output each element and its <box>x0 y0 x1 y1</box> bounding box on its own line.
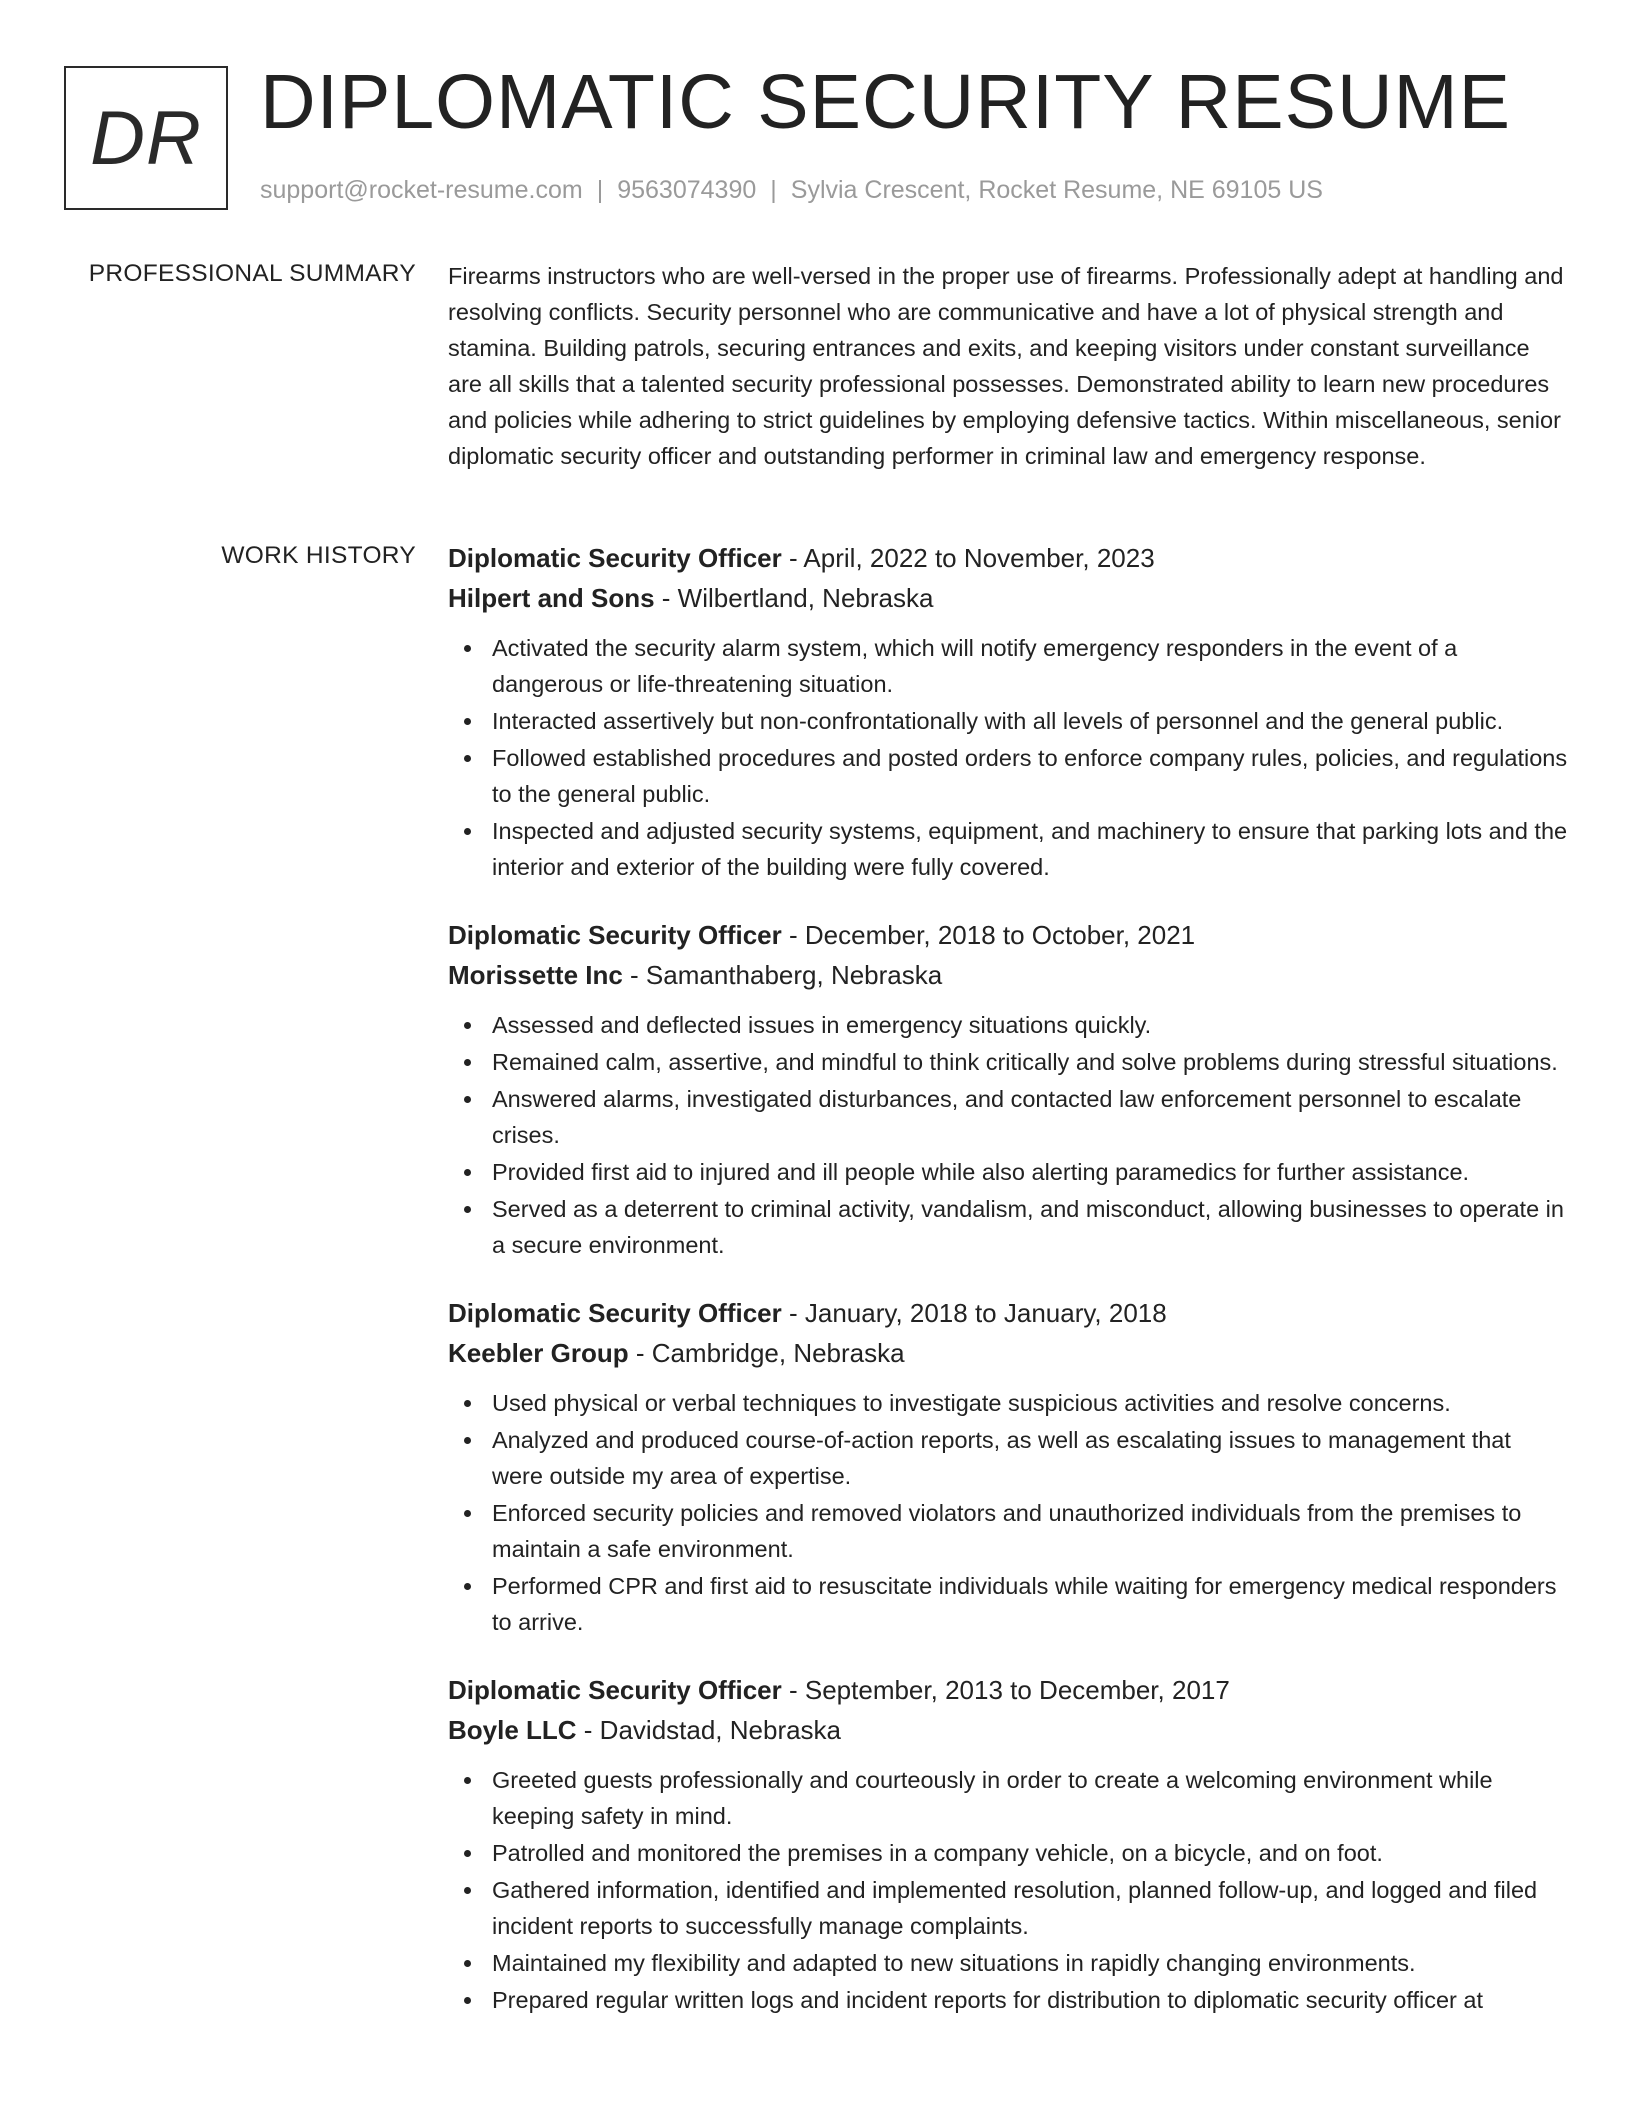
job-bullet: Gathered information, identified and implemented resolution, planned follow-up, and logged and filed incident reports to successfully manage complaints. <box>448 1872 1568 1944</box>
job-bullet: Interacted assertively but non-confrontationally with all levels of personnel and the general public. <box>448 703 1568 739</box>
contact-email[interactable]: support@rocket-resume.com <box>260 176 583 204</box>
job-bullet: Maintained my flexibility and adapted to new situations in rapidly changing environments. <box>448 1945 1568 1981</box>
job-bullet: Inspected and adjusted security systems, equipment, and machinery to ensure that parking lots and the interior and exterior of the building were fully covered. <box>448 813 1568 885</box>
job-location: - Samanthaberg, Nebraska <box>622 960 943 990</box>
contact-phone[interactable]: 9563074390 <box>617 176 757 204</box>
job-title-line <box>448 1670 1568 1710</box>
job-dates: - September, 2013 to December, 2017 <box>781 1675 1230 1705</box>
job-bullet: Used physical or verbal techniques to investigate suspicious activities and resolve concerns. <box>448 1385 1568 1421</box>
job-bullet: Greeted guests professionally and courteously in order to create a welcoming environment while keeping safety in mind. <box>448 1762 1568 1834</box>
contact-separator: | <box>770 176 777 204</box>
job-bullet: Enforced security policies and removed violators and unauthorized individuals from the premises to maintain a safe environment. <box>448 1495 1568 1567</box>
job-bullet: Assessed and deflected issues in emergency situations quickly. <box>448 1007 1568 1043</box>
summary-label: PROFESSIONAL SUMMARY <box>88 260 416 287</box>
job-entry <box>448 1293 1568 1640</box>
job-entry <box>448 1670 1568 2018</box>
job-bullet: Provided first aid to injured and ill people while also alerting paramedics for further assistance. <box>448 1154 1568 1190</box>
job-location: - Wilbertland, Nebraska <box>654 583 934 613</box>
job-dates: - April, 2022 to November, 2023 <box>781 543 1155 573</box>
job-title: Diplomatic Security Officer <box>448 920 782 950</box>
job-company: Boyle LLC <box>448 1715 577 1745</box>
job-company-line <box>448 578 1568 618</box>
resume-title: DIPLOMATIC SECURITY RESUME <box>260 59 1512 145</box>
job-company: Hilpert and Sons <box>448 583 655 613</box>
job-company: Morissette Inc <box>448 960 623 990</box>
contact-line <box>260 176 1323 205</box>
contact-address: Sylvia Crescent, Rocket Resume, NE 69105 US <box>790 176 1323 204</box>
job-location: - Cambridge, Nebraska <box>628 1338 905 1368</box>
work-history-label: WORK HISTORY <box>221 542 416 569</box>
job-title-line <box>448 1293 1568 1333</box>
job-bullet: Followed established procedures and posted orders to enforce company rules, policies, and regulations to the general public. <box>448 740 1568 812</box>
contact-separator: | <box>596 176 604 204</box>
job-bullet: Analyzed and produced course-of-action reports, as well as escalating issues to management that were outside my area of expertise. <box>448 1422 1568 1494</box>
job-title-line <box>448 915 1568 955</box>
job-location: - Davidstad, Nebraska <box>576 1715 842 1745</box>
job-company: Keebler Group <box>448 1338 629 1368</box>
summary-text: Firearms instructors who are well-versed in the proper use of firearms. Professionally adept at handling and resolving conflicts. Security personnel who are communicative and have a lot of physical strength and stamina. Building patrols, securing entrances and exits, and keeping visitors under constant surveillance are all skills that a talented security professional possesses. Demonstrated ability to learn new procedures and policies while adhering to strict guidelines by employing defensive tactics. Within miscellaneous, senior diplomatic security officer and outstanding performer in criminal law and emergency response. <box>448 263 1564 469</box>
job-bullets <box>448 1762 1568 2018</box>
job-bullets <box>448 1007 1568 1263</box>
job-bullets <box>448 1385 1568 1640</box>
job-title: Diplomatic Security Officer <box>448 543 782 573</box>
job-entry <box>448 915 1568 1263</box>
monogram: DR <box>64 66 228 210</box>
job-title: Diplomatic Security Officer <box>448 1675 782 1705</box>
job-bullet: Remained calm, assertive, and mindful to think critically and solve problems during stressful situations. <box>448 1044 1568 1080</box>
job-company-line <box>448 1333 1568 1373</box>
job-dates: - January, 2018 to January, 2018 <box>781 1298 1167 1328</box>
job-company-line <box>448 1710 1568 1750</box>
job-bullet: Activated the security alarm system, which will notify emergency responders in the event of a dangerous or life-threatening situation. <box>448 630 1568 702</box>
job-entry <box>448 538 1568 885</box>
job-bullets <box>448 630 1568 885</box>
job-list <box>448 538 1568 2048</box>
job-bullet: Served as a deterrent to criminal activity, vandalism, and misconduct, allowing businesses to operate in a secure environment. <box>448 1191 1568 1263</box>
job-bullet: Patrolled and monitored the premises in a company vehicle, on a bicycle, and on foot. <box>448 1835 1568 1871</box>
job-dates: - December, 2018 to October, 2021 <box>781 920 1196 950</box>
job-bullet: Performed CPR and first aid to resuscitate individuals while waiting for emergency medical responders to arrive. <box>448 1568 1568 1640</box>
job-bullet: Prepared regular written logs and incident reports for distribution to diplomatic security officer at <box>448 1982 1568 2018</box>
job-title-line <box>448 538 1568 578</box>
job-bullet: Answered alarms, investigated disturbances, and contacted law enforcement personnel to escalate crises. <box>448 1081 1568 1153</box>
job-title: Diplomatic Security Officer <box>448 1298 782 1328</box>
job-company-line <box>448 955 1568 995</box>
